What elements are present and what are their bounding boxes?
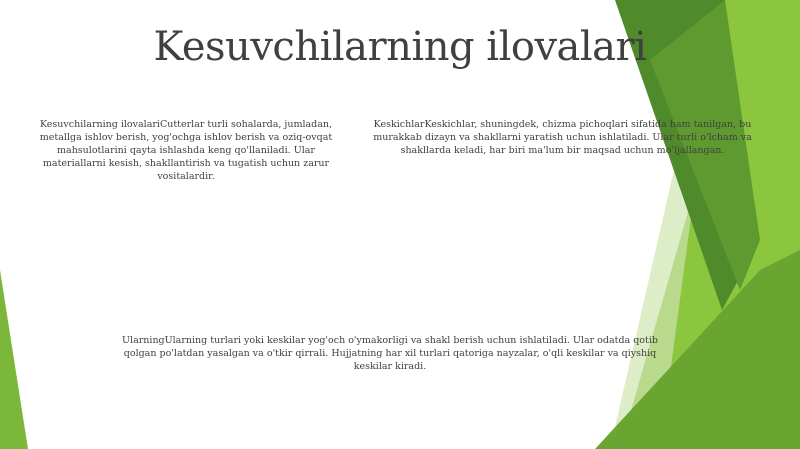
ribbon-left-sliver bbox=[0, 270, 28, 449]
slide-title: Kesuvchilarning ilovalari bbox=[153, 24, 647, 70]
text-block-applications: Kesuvchilarning ilovalariCutterlar turli sohalarda, jumladan, metallga ishlov berish, yog'ochga ishlov berish va oziq-ovqat mahsulotlarini qayta ishlashda keng qo'llaniladi. Ular materiallarni kesish, shakllantirish va tugatish uchun zarur vositalardir. bbox=[39, 119, 333, 182]
text-block-types: UlarningUlarning turlari yoki keskilar yog'och o'ymakorligi va shakl berish uchun ishlatiladi. Ular odatda qotib qolgan po'latdan yasalgan va o'tkir qirrali. Hujjatning har xil turlari qatoriga nayzalar, o'qli keskilar va qiyshiq keskilar kiradi. bbox=[122, 335, 658, 372]
text-block-cutters: KeskichlarKeskichlar, shuningdek, chizma pichoqlari sifatida ham tanilgan, bu murakkab dizayn va shakllarni yaratish uchun ishlatiladi. Ular turli o'lcham va shakllarda keladi, har biri ma'lum bir maqsad uchun mo'ljallangan. bbox=[373, 119, 752, 156]
